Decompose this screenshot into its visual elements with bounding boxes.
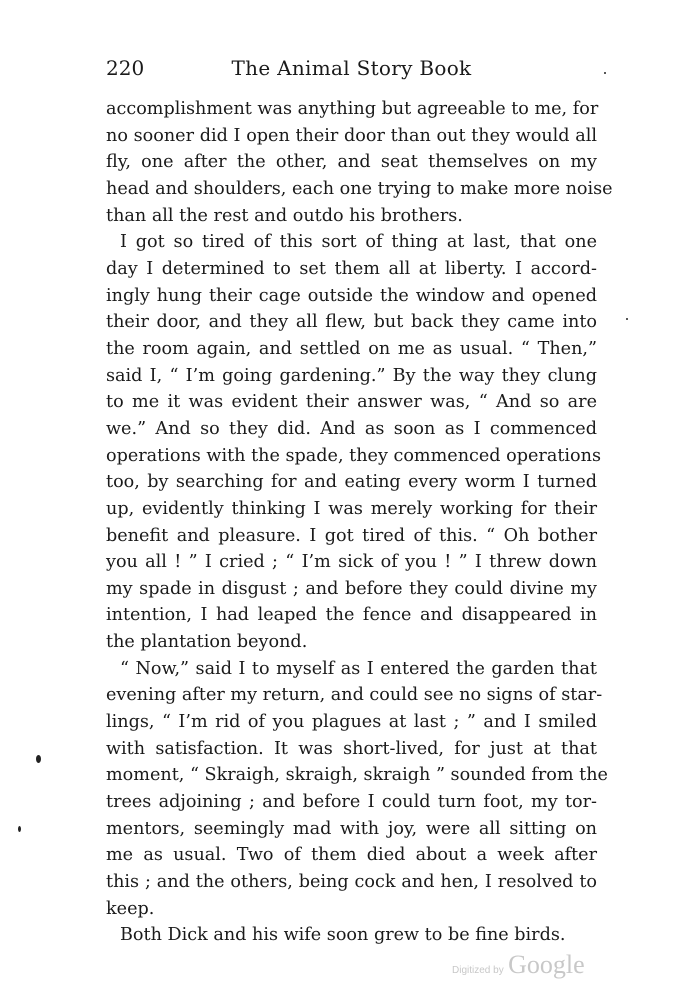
text-line: you all ! ” I cried ; “ I’m sick of you ! ” I threw down <box>106 552 597 573</box>
paragraph <box>106 656 608 923</box>
text-line: trees adjoining ; and before I could turn foot, my tor- <box>106 792 597 813</box>
paragraph <box>106 922 597 949</box>
text-line: me as usual. Two of them died about a week after <box>106 845 597 866</box>
text-line: fly, one after the other, and seat themselves on my <box>106 152 597 173</box>
text-line: day I determined to set them all at liberty. I accord- <box>106 258 597 279</box>
text-line: the room again, and settled on me as usual. “ Then,” <box>106 338 597 359</box>
watermark-prefix: Digitized by <box>452 965 504 976</box>
text-line: moment, “ Skraigh, skraigh, skraigh ” sounded from the <box>106 765 608 786</box>
text-line: evening after my return, and could see no signs of star- <box>106 685 603 706</box>
paragraph <box>106 96 613 229</box>
text-line: this ; and the others, being cock and hen, I resolved to <box>106 872 597 893</box>
scan-speck <box>626 318 628 320</box>
text-line: with satisfaction. It was short-lived, for just at that <box>106 738 597 759</box>
text-line: lings, “ I’m rid of you plagues at last ; ” and I smiled <box>106 712 597 733</box>
text-line: head and shoulders, each one trying to make more noise <box>106 178 613 199</box>
text-line: mentors, seemingly mad with joy, were all sitting on <box>106 818 597 839</box>
text-line: said I, “ I’m going gardening.” By the way they clung <box>106 365 597 386</box>
google-logo: Google <box>508 950 585 979</box>
text-line: my spade in disgust ; and before they could divine my <box>106 578 597 599</box>
text-line: operations with the spade, they commenced operations <box>106 445 601 466</box>
text-line: intention, I had leaped the fence and disappeared in <box>106 605 597 626</box>
text-line: ingly hung their cage outside the window and opened <box>106 285 597 306</box>
text-line: too, by searching for and eating every worm I turned <box>106 472 597 493</box>
running-title: The Animal Story Book <box>231 56 472 80</box>
text-line: than all the rest and outdo his brothers. <box>106 205 463 226</box>
text-line: up, evidently thinking I was merely working for their <box>106 498 597 519</box>
paragraph <box>106 229 601 656</box>
text-line: no sooner did I open their door than out they would all <box>106 125 597 146</box>
text-line: to me it was evident their answer was, “ And so are <box>106 392 597 413</box>
text-line: “ Now,” said I to myself as I entered the garden that <box>120 658 597 679</box>
text-line: I got so tired of this sort of thing at last, that one <box>120 232 597 253</box>
text-line: keep. <box>106 898 155 919</box>
page-body-text <box>106 96 613 949</box>
scan-speck <box>18 826 21 832</box>
text-line: benefit and pleasure. I got tired of this. “ Oh bother <box>106 525 597 546</box>
page-number: 220 <box>106 56 145 80</box>
text-line: we.” And so they did. And as soon as I commenced <box>106 418 597 439</box>
text-line: accomplishment was anything but agreeable to me, for <box>106 99 599 119</box>
scan-speck <box>604 72 606 74</box>
running-header <box>106 56 597 86</box>
text-line: Both Dick and his wife soon grew to be fine birds. <box>120 925 566 946</box>
digitized-by-google-watermark <box>452 950 585 980</box>
text-line: the plantation beyond. <box>106 632 308 653</box>
text-line: their door, and they all flew, but back they came into <box>106 312 597 333</box>
scan-speck <box>36 755 41 763</box>
